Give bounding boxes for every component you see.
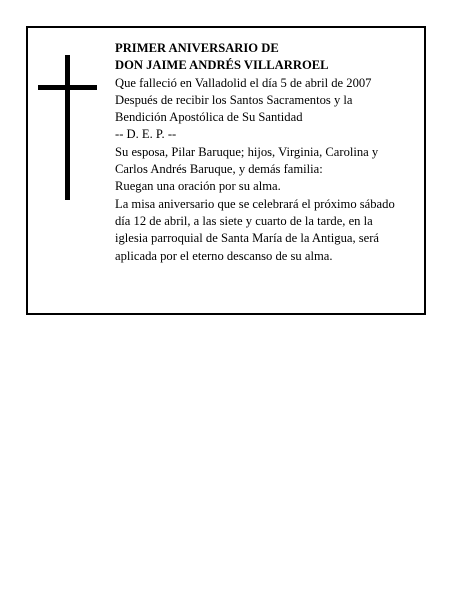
obituary-notice-frame <box>26 26 426 315</box>
notice-body-line: -- D. E. P. -- <box>115 127 177 142</box>
notice-body-line: La misa aniversario que se celebrará el próximo sábado <box>115 196 395 211</box>
notice-body-line: Su esposa, Pilar Baruque; hijos, Virginia, Carolina y <box>115 144 379 159</box>
cross-horizontal-bar <box>38 85 97 90</box>
notice-heading-line-1: PRIMER ANIVERSARIO DE <box>115 41 279 55</box>
cross-icon <box>38 55 98 200</box>
notice-body-line: Que falleció en Valladolid el día 5 de abril de 2007 <box>115 75 372 90</box>
notice-body-line: día 12 de abril, a las siete y cuarto de la tarde, en la <box>115 213 373 228</box>
notice-heading-line-2: DON JAIME ANDRÉS VILLARROEL <box>115 58 329 73</box>
cross-vertical-bar <box>65 55 70 200</box>
notice-text <box>115 40 423 265</box>
notice-body-line: Bendición Apostólica de Su Santidad <box>115 110 303 125</box>
notice-body-line: Carlos Andrés Baruque, y demás familia: <box>115 162 323 177</box>
notice-body-line: iglesia parroquial de Santa María de la Antigua, será <box>115 231 380 246</box>
notice-body-line: Después de recibir los Santos Sacramentos y la <box>115 92 353 107</box>
notice-body-line: Ruegan una oración por su alma. <box>115 179 281 194</box>
notice-body-line: aplicada por el eterno descanso de su alma. <box>115 248 333 263</box>
